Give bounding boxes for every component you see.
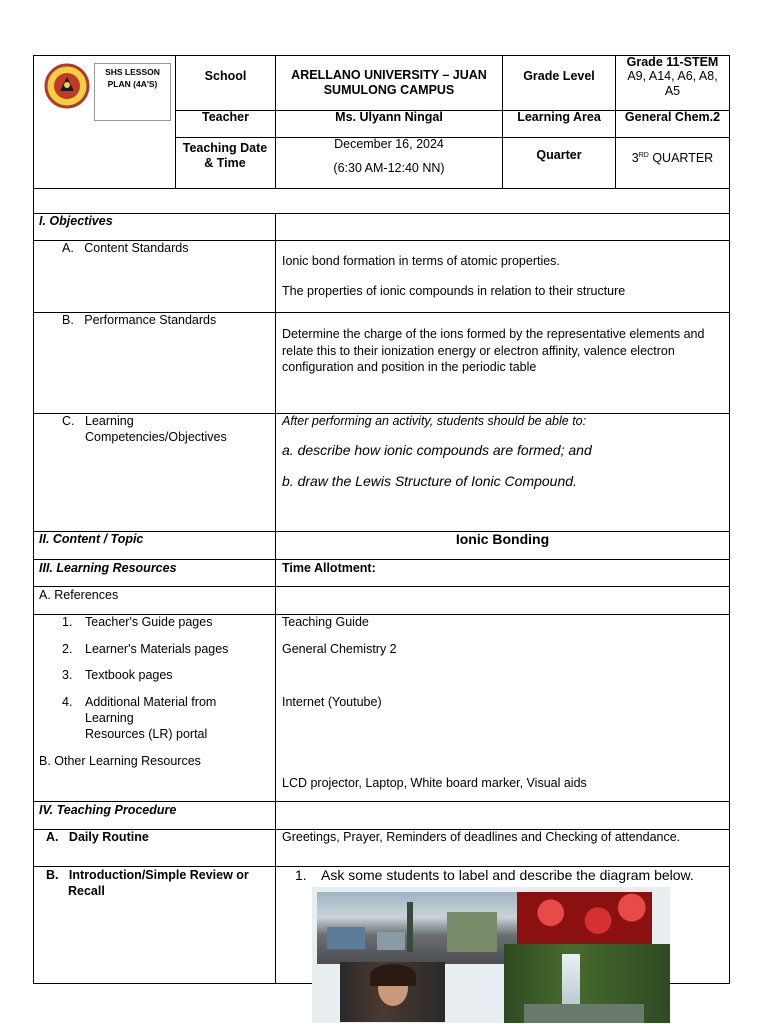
teaching-date-value: December 16, 2024 xyxy=(334,137,444,151)
portrait-image xyxy=(340,962,445,1022)
school-label: School xyxy=(204,69,247,83)
content-standard-2: The properties of ionic compounds in relation to their structure xyxy=(282,284,626,298)
competencies-intro: After performing an activity, students should be able to: xyxy=(282,414,587,428)
competencies-letter: C. xyxy=(62,414,75,428)
content-standards-label: A. Content Standards xyxy=(62,241,189,255)
ref-item-3-label: Textbook pages xyxy=(85,668,173,682)
time-allotment: Time Allotment: xyxy=(282,561,376,575)
ref-item-2-value: General Chemistry 2 xyxy=(282,642,397,656)
introduction-label-1: B. Introduction/Simple Review or xyxy=(46,868,249,882)
street-scene-image xyxy=(317,892,517,964)
objectives-heading: I. Objectives xyxy=(39,214,113,228)
introduction-num: 1. xyxy=(295,867,307,883)
competency-b: b. draw the Lewis Structure of Ionic Compound. xyxy=(282,473,577,489)
competencies-label-1: Learning xyxy=(85,414,134,428)
teaching-date-label: Teaching Date & Time xyxy=(182,141,268,170)
competency-a: a. describe how ionic compounds are formed; and xyxy=(282,442,592,458)
learning-area-label: Learning Area xyxy=(517,110,601,124)
ref-item-4-value: Internet (Youtube) xyxy=(282,695,382,709)
grade-level-label: Grade Level xyxy=(523,69,595,83)
performance-standards-text: Determine the charge of the ions formed by the representative elements and relate this to their ionization energy or electron affinity, valence electron configuration and position in the periodic table xyxy=(282,327,705,374)
quarter-label: Quarter xyxy=(536,148,582,162)
introduction-label-2: Recall xyxy=(68,884,105,898)
teaching-time-value: (6:30 AM-12:40 NN) xyxy=(333,161,445,175)
ref-item-1-value: Teaching Guide xyxy=(282,615,369,629)
content-heading: II. Content / Topic xyxy=(39,532,144,546)
daily-routine-label: A. Daily Routine xyxy=(46,830,149,844)
waterfall-image xyxy=(504,944,670,1023)
ref-item-1-num: 1. xyxy=(62,615,73,629)
university-logo xyxy=(42,63,92,109)
resources-heading: III. Learning Resources xyxy=(39,561,177,575)
red-blood-cells-image xyxy=(517,892,652,944)
ref-item-4-num: 4. xyxy=(62,695,73,709)
school-value: ARELLANO UNIVERSITY – JUAN SUMULONG CAMPUS xyxy=(291,68,487,97)
review-diagram xyxy=(312,887,670,1023)
lesson-plan-label: SHS LESSON PLAN (4A'S) xyxy=(105,67,160,89)
introduction-value: Ask some students to label and describe the diagram below. xyxy=(321,867,694,883)
teacher-label: Teacher xyxy=(201,110,249,124)
references-label: A. References xyxy=(39,588,119,602)
topic-title: Ionic Bonding xyxy=(455,531,550,547)
learning-area-value: General Chem.2 xyxy=(624,110,721,124)
ref-item-1-label: Teacher's Guide pages xyxy=(85,615,213,629)
teacher-value: Ms. Ulyann Ningal xyxy=(335,110,443,124)
ref-item-4-label-line1: Additional Material from xyxy=(85,695,217,709)
ref-item-3-num: 3. xyxy=(62,668,73,682)
content-standard-1: Ionic bond formation in terms of atomic properties. xyxy=(282,254,560,268)
grade-level-value: Grade 11-STEM xyxy=(626,55,719,69)
performance-standards-label: B. Performance Standards xyxy=(62,313,217,327)
procedure-heading: IV. Teaching Procedure xyxy=(39,803,177,817)
quarter-value: 3RD QUARTER xyxy=(631,151,714,166)
ref-item-2-label: Learner's Materials pages xyxy=(85,642,229,656)
daily-routine-value: Greetings, Prayer, Reminders of deadlines and Checking of attendance. xyxy=(282,830,681,844)
ref-item-4-label-line2: Learning xyxy=(85,711,134,725)
other-resources-value: LCD projector, Laptop, White board marker, Visual aids xyxy=(282,776,587,790)
other-resources-label: B. Other Learning Resources xyxy=(39,754,201,768)
ref-item-2-num: 2. xyxy=(62,642,73,656)
competencies-label-2: Competencies/Objectives xyxy=(85,430,227,444)
grade-sections: A9, A14, A6, A8, A5 xyxy=(627,69,718,98)
ref-item-4-label-line3: Resources (LR) portal xyxy=(85,727,208,741)
